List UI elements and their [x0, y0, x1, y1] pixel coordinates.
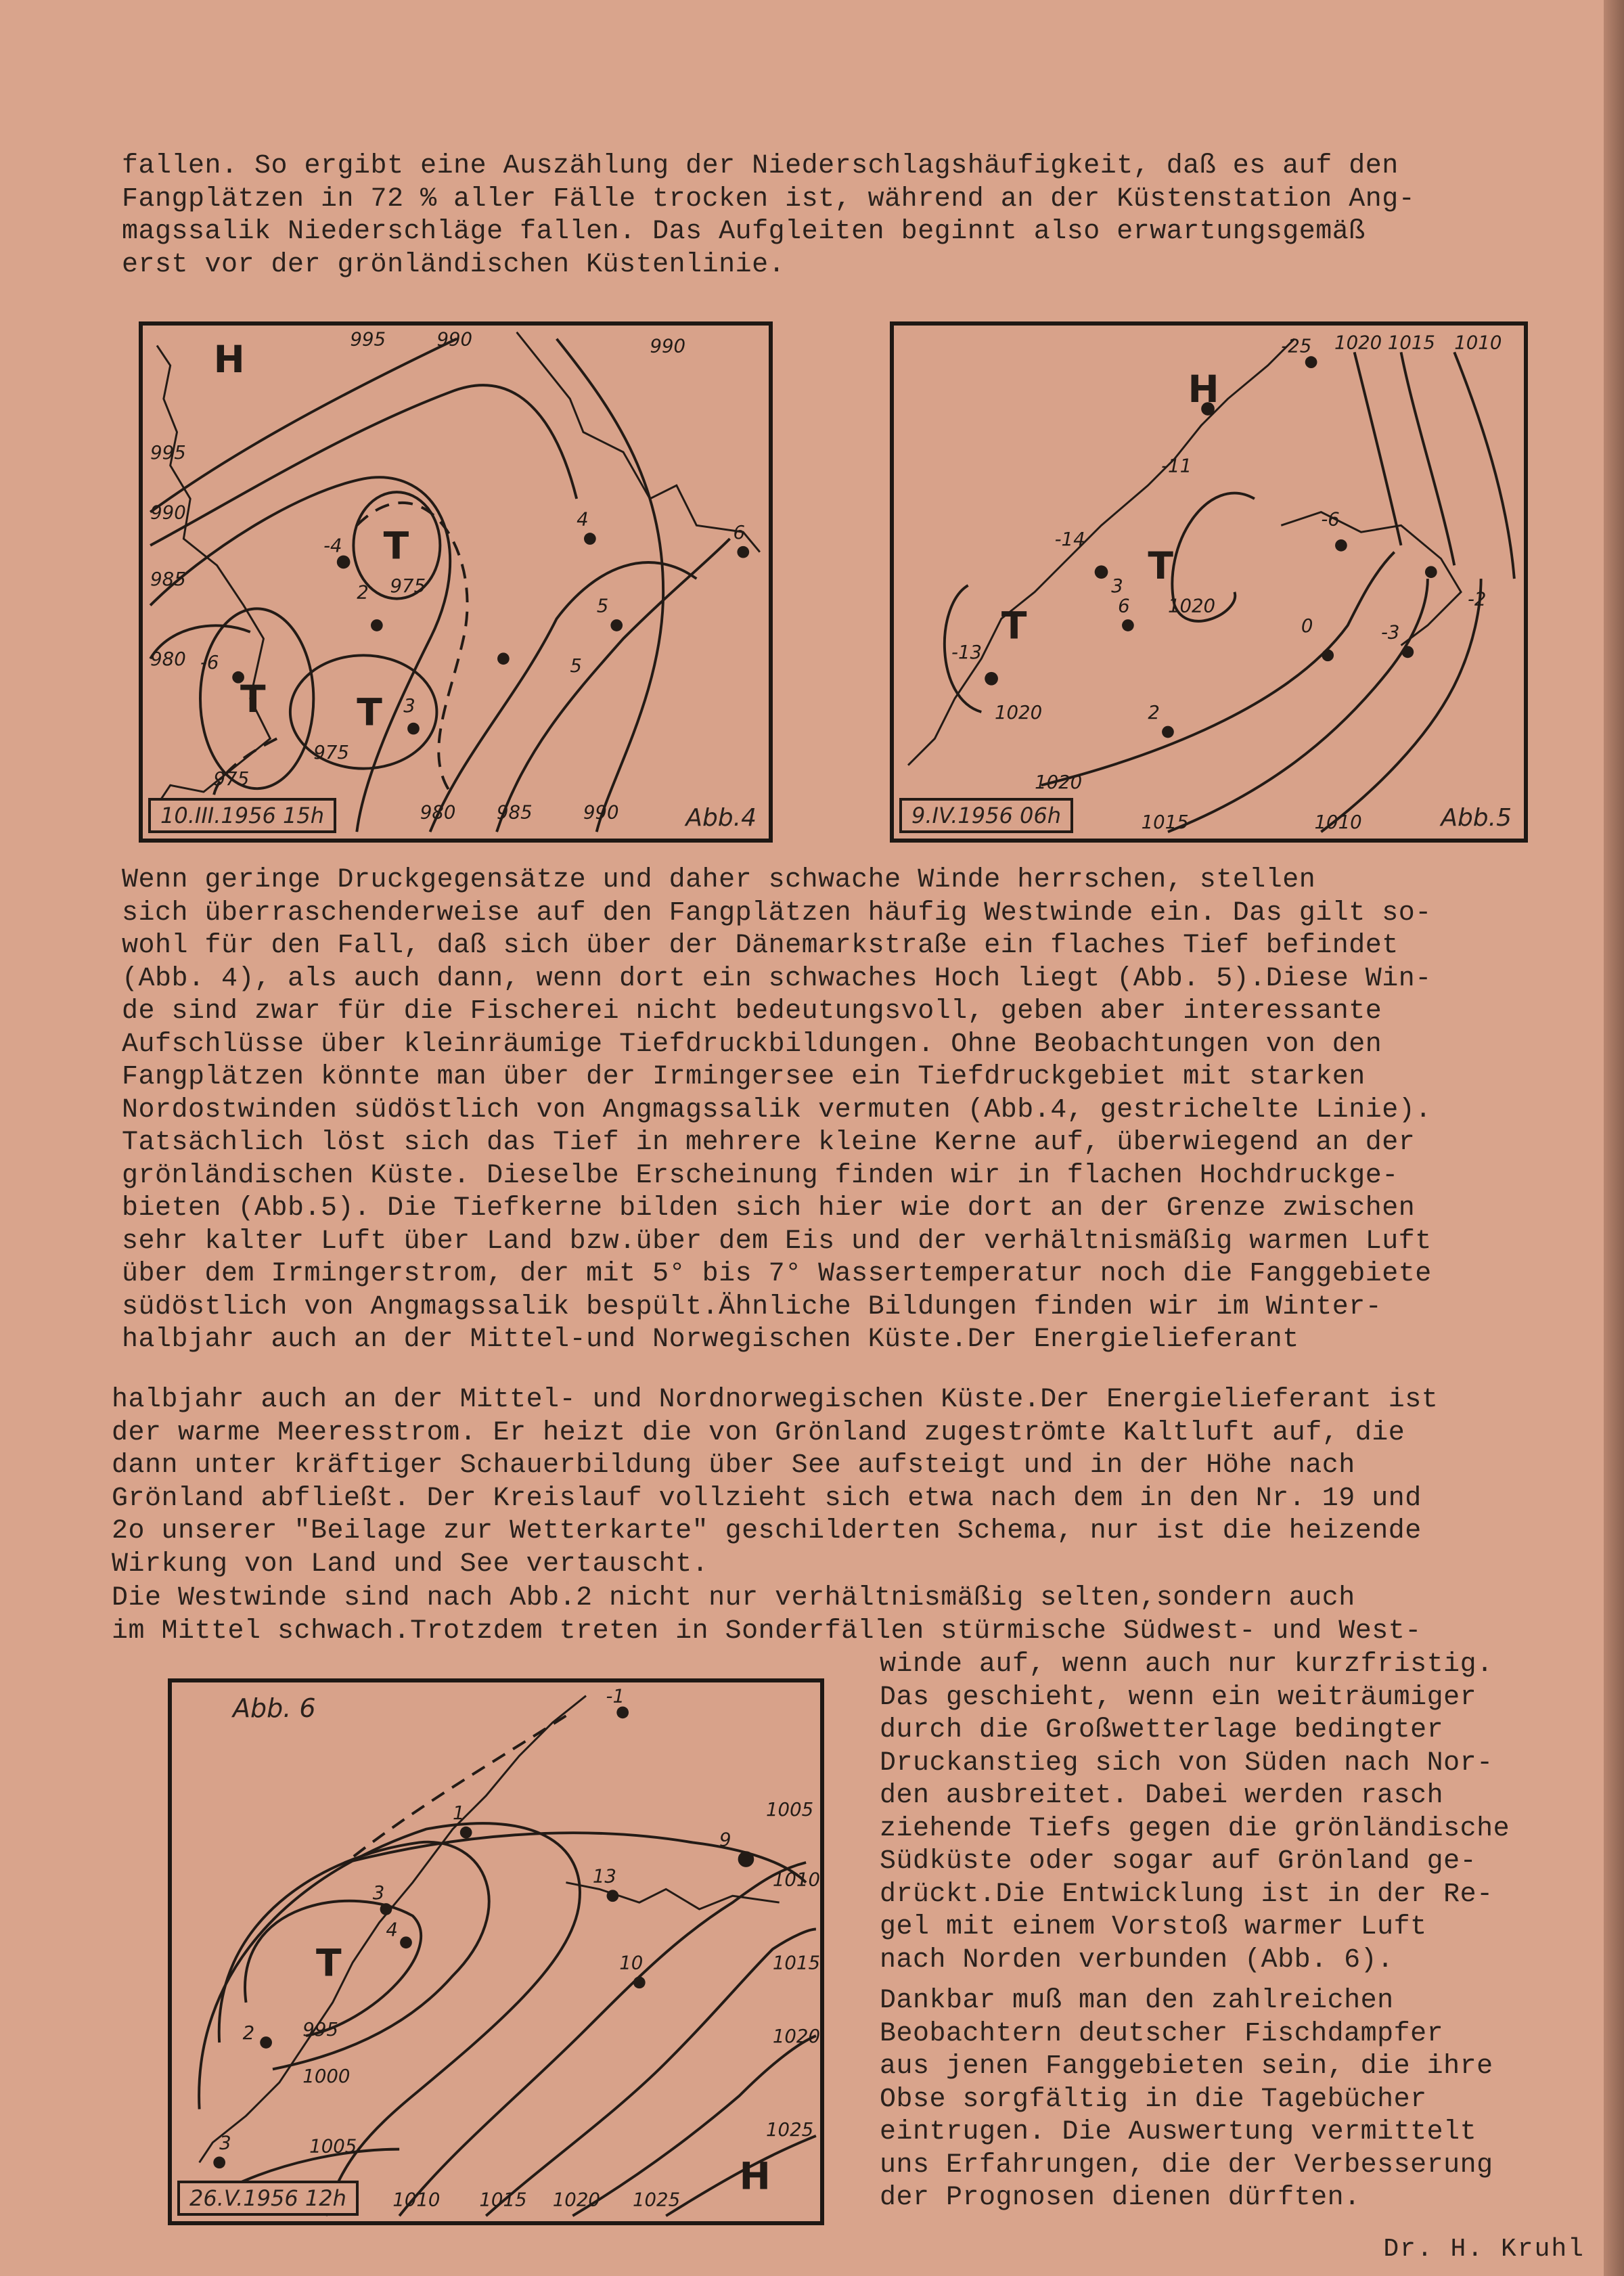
- text-line: 2o unserer "Beilage zur Wetterkarte" geschilderten Schema, nur ist die heizende: [112, 1516, 1422, 1546]
- abb4-station: [584, 533, 596, 545]
- abb6-pressure-center: H: [739, 2155, 771, 2199]
- abb5-station: [1122, 619, 1134, 631]
- abb5-isobar: [1401, 352, 1455, 565]
- abb4-station: [737, 546, 749, 558]
- abb5-station-value: 2: [1148, 701, 1160, 723]
- text-line: drückt.Die Entwicklung ist in der Re-: [880, 1879, 1493, 1910]
- abb5-station: [1401, 646, 1414, 659]
- text-line: über dem Irmingerstrom, der mit 5° bis 7° Wassertemperatur noch die Fanggebiete: [122, 1259, 1432, 1289]
- abb6-station-value: 2: [242, 2022, 255, 2045]
- abb5-station: [1162, 726, 1174, 738]
- abb5-station-value: -14: [1054, 528, 1085, 550]
- abb5-isobar-label: 1015: [1387, 332, 1435, 354]
- text-line: halbjahr auch an der Mittel-und Norwegischen Küste.Der Energielieferant: [122, 1324, 1299, 1355]
- abb5-isobar-label: 1010: [1314, 811, 1362, 834]
- abb6-isobar-label: 1000: [302, 2065, 351, 2088]
- text-line: bieten (Abb.5). Die Tiefkerne bilden sich hier wie dort an der Grenze zwischen: [122, 1193, 1416, 1224]
- text-line: Die Westwinde sind nach Abb.2 nicht nur verhältnismäßig selten,sondern auch: [112, 1583, 1355, 1613]
- abb6-isobar-label: 1025: [632, 2188, 681, 2211]
- abb5-station: [1425, 566, 1437, 578]
- text-line: (Abb. 4), als auch dann, wenn dort ein schwaches Hoch liegt (Abb. 5).Diese Win-: [122, 963, 1432, 994]
- text-line: gel mit einem Vorstoß warmer Luft: [880, 1912, 1427, 1942]
- abb4-isobar-label: 985: [497, 801, 533, 824]
- text-line: sich überraschenderweise auf den Fangplätzen häufig Westwinde ein. Das gilt so-: [122, 897, 1432, 929]
- text-line: uns Erfahrungen, die der Verbesserung: [880, 2149, 1493, 2181]
- abb4-pressure-center: H: [213, 337, 245, 381]
- abb4-pressure-center: T: [240, 677, 266, 721]
- abb4-station: [371, 619, 383, 631]
- text-line: dann unter kräftiger Schauerbildung über See aufsteigt und in der Höhe nach: [112, 1450, 1355, 1481]
- text-line: der warme Meeresstrom. Er heizt die von Grönland zugeströmte Kaltluft auf, die: [112, 1417, 1405, 1448]
- abb5-isobar: [1041, 552, 1395, 786]
- text-line: Aufschlüsse über kleinräumige Tiefdruckbildungen. Ohne Beobachtungen von den: [122, 1029, 1382, 1060]
- abb6-station-value: 9: [719, 1828, 731, 1851]
- abb4-station-value: 2: [357, 581, 369, 604]
- paragraph-4: [112, 1582, 1556, 1648]
- abb6-station: [607, 1890, 619, 1902]
- abb6-station: [400, 1936, 412, 1948]
- abb4-isobar: [150, 385, 577, 545]
- abb4-isobar-label: 975: [313, 741, 349, 763]
- text-line: Dankbar muß man den zahlreichen: [880, 1986, 1394, 2016]
- abb4-isobar-label: 980: [420, 801, 456, 824]
- abb6-map-drawing: [172, 1682, 820, 2221]
- abb5-station-value: -25: [1281, 335, 1312, 357]
- abb5-date-box: 9.IV.1956 06h: [899, 798, 1073, 833]
- abb5-isobar-label: 1020: [995, 701, 1043, 723]
- abb4-isobar-label: 990: [436, 328, 473, 351]
- abb4-map-drawing: [143, 326, 769, 839]
- abb6-station: [260, 2036, 272, 2049]
- text-line: erst vor der grönländischen Küstenlinie.: [122, 249, 786, 280]
- abb6-station: [738, 1851, 754, 1867]
- figure-abb6-weather-map: [168, 1678, 824, 2225]
- text-line: ziehende Tiefs gegen die grönländische: [880, 1813, 1510, 1844]
- figure-abb5-weather-map: [890, 321, 1528, 843]
- text-line: nach Norden verbunden (Abb. 6).: [880, 1944, 1394, 1976]
- text-line: winde auf, wenn auch nur kurzfristig.: [880, 1649, 1493, 1680]
- abb6-front-line: [346, 1833, 806, 1882]
- text-line: Obse sorgfältig in die Tagebücher: [880, 2084, 1427, 2115]
- author-signature: Dr. H. Kruhl: [1383, 2235, 1585, 2264]
- text-line: magssalik Niederschläge fallen. Das Aufgleiten beginnt also erwartungsgemäß: [122, 217, 1366, 247]
- text-line: Nordostwinden südöstlich von Angmagssalik vermuten (Abb.4, gestrichelte Linie).: [122, 1094, 1432, 1125]
- page-binding-edge: [1604, 0, 1624, 2276]
- abb5-station: [985, 672, 998, 686]
- abb5-isobar: [1355, 352, 1401, 545]
- abb5-station: [1095, 565, 1108, 579]
- abb5-station: [1305, 356, 1317, 368]
- abb4-isobar-label: 990: [583, 801, 619, 824]
- abb4-station-value: 4: [577, 508, 589, 531]
- text-line: Südküste oder sogar auf Grönland ge-: [880, 1846, 1477, 1877]
- abb5-map-drawing: [894, 326, 1524, 839]
- abb6-isobar-label: 1005: [309, 2135, 357, 2158]
- abb5-isobar-label: 1020: [1035, 772, 1083, 794]
- abb4-station-value: 5: [596, 595, 609, 617]
- abb5-pressure-center: T: [1148, 544, 1174, 588]
- abb5-isobar-label: 1015: [1141, 811, 1189, 834]
- abb4-label: Abb.4: [685, 804, 757, 832]
- abb5-station: [1322, 649, 1334, 661]
- text-line: Beobachtern deutscher Fischdampfer: [880, 2018, 1444, 2049]
- abb5-isobar-label: 1020: [1167, 595, 1216, 617]
- text-line: Grönland abfließt. Der Kreislauf vollzieht sich etwa nach dem in den Nr. 19 und: [112, 1483, 1422, 1514]
- text-line: Wirkung von Land und See vertauscht.: [112, 1548, 709, 1580]
- abb6-isobar-label: 1015: [772, 1951, 820, 1974]
- abb4-isobar: [430, 562, 697, 832]
- paragraph-5: [880, 1649, 1556, 1977]
- abb4-station-value: 5: [570, 654, 582, 677]
- abb4-station: [610, 619, 623, 631]
- abb6-station-value: 3: [372, 1881, 385, 1904]
- abb4-station: [337, 556, 351, 569]
- abb6-isobar-label: 1020: [552, 2188, 600, 2211]
- abb4-date-box: 10.III.1956 15h: [148, 798, 336, 833]
- abb4-station-value: 6: [733, 522, 746, 544]
- text-line: der Prognosen dienen dürften.: [880, 2183, 1361, 2213]
- abb6-station: [213, 2156, 225, 2168]
- abb4-station-value: -4: [323, 535, 342, 557]
- abb5-isobar-label: 1010: [1454, 332, 1502, 354]
- abb6-isobar-label: 1025: [765, 2118, 814, 2141]
- abb6-isobar-label: 1015: [479, 2188, 527, 2211]
- abb6-station: [616, 1706, 629, 1718]
- abb5-station-value: 3: [1111, 575, 1123, 597]
- abb4-isobar: [557, 339, 664, 832]
- text-line: Druckanstieg sich von Süden nach Nor-: [880, 1747, 1493, 1779]
- paragraph-2: [122, 864, 1562, 1357]
- text-line: Das geschieht, wenn ein weiträumiger: [880, 1682, 1477, 1713]
- text-line: Fangplätzen in 72 % aller Fälle trocken ist, während an der Küstenstation Ang-: [122, 183, 1416, 215]
- abb6-isobar-label: 1020: [772, 2024, 820, 2047]
- abb6-date-box: 26.V.1956 12h: [177, 2181, 359, 2216]
- figure-abb4-weather-map: [139, 321, 773, 843]
- text-line: de sind zwar für die Fischerei nicht bedeutungsvoll, geben aber interessante: [122, 996, 1382, 1027]
- abb4-isobar-label: 975: [213, 768, 250, 790]
- abb4-isobar-label: 980: [150, 648, 186, 671]
- abb6-station-value: 13: [592, 1865, 616, 1888]
- abb5-station-value: 0: [1301, 615, 1313, 637]
- abb4-isobar-label: 990: [650, 335, 686, 357]
- abb6-station-value: 1: [452, 1801, 465, 1824]
- paragraph-3: [112, 1384, 1560, 1581]
- abb5-label: Abb.5: [1441, 804, 1512, 832]
- abb5-station-value: -6: [1321, 508, 1340, 531]
- text-line: Fangplätzen könnte man über der Irmingersee ein Tiefdruckgebiet mit starken: [122, 1062, 1366, 1092]
- abb6-station-value: 10: [619, 1951, 644, 1974]
- text-line: eintrugen. Die Auswertung vermittelt: [880, 2117, 1477, 2147]
- abb5-station-value: -3: [1380, 621, 1400, 644]
- text-line: sehr kalter Luft über Land bzw.über dem Eis und der verhältnismäßig warmen Luft: [122, 1226, 1432, 1257]
- text-line: durch die Großwetterlage bedingter: [880, 1715, 1444, 1745]
- text-line: grönländischen Küste. Dieselbe Erscheinung finden wir in flachen Hochdruckge-: [122, 1160, 1399, 1191]
- abb5-station-value: 6: [1118, 595, 1130, 617]
- abb4-station: [407, 723, 420, 735]
- abb4-coastline-north: [517, 332, 760, 552]
- text-line: südöstlich von Angmagssalik bespült.Ähnliche Bildungen finden wir im Winter-: [122, 1291, 1382, 1322]
- abb5-pressure-center: H: [1188, 367, 1219, 411]
- abb6-station-value: -1: [606, 1684, 625, 1708]
- text-line: aus jenen Fanggebieten sein, die ihre: [880, 2051, 1493, 2082]
- abb5-pressure-center: T: [1001, 604, 1027, 648]
- abb4-pressure-center: T: [383, 524, 409, 568]
- abb5-station-value: -11: [1161, 455, 1192, 477]
- abb4-isobar-label: 985: [150, 568, 186, 590]
- text-line: Wenn geringe Druckgegensätze und daher schwache Winde herrschen, stellen: [122, 865, 1316, 895]
- text-line: halbjahr auch an der Mittel- und Nordnorwegischen Küste.Der Energielieferant ist: [112, 1385, 1439, 1415]
- abb6-isobar-label: 995: [302, 2018, 338, 2041]
- abb6-station: [460, 1827, 472, 1839]
- abb4-pressure-center: T: [357, 690, 382, 734]
- abb6-station-value: 3: [219, 2131, 231, 2154]
- abb5-station: [1335, 539, 1347, 552]
- abb4-isobar-label: 990: [150, 501, 186, 524]
- text-line: im Mittel schwach.Trotzdem treten in Sonderfällen stürmische Südwest- und West-: [112, 1615, 1422, 1647]
- text-line: den ausbreitet. Dabei werden rasch: [880, 1781, 1444, 1811]
- abb6-station: [633, 1976, 646, 1988]
- abb6-station: [380, 1903, 392, 1915]
- abb4-isobar-label: 975: [390, 575, 426, 597]
- abb6-isobar-label: 1010: [772, 1868, 820, 1891]
- abb5-isobar: [1454, 352, 1514, 579]
- paragraph-6: [880, 1985, 1553, 2215]
- abb6-isobar-label: 1010: [392, 2188, 441, 2211]
- text-line: fallen. So ergibt eine Auszählung der Niederschlagshäufigkeit, daß es auf den: [122, 151, 1399, 181]
- abb5-isobar-label: 1020: [1334, 332, 1382, 354]
- abb6-isobar: [219, 1842, 489, 2070]
- abb4-station-value: 3: [403, 694, 415, 717]
- abb5-station-value: -13: [951, 642, 983, 664]
- abb5-isobar: [1321, 579, 1481, 832]
- abb6-pressure-center: T: [316, 1942, 342, 1986]
- paragraph-1: [122, 150, 1566, 282]
- abb4-station-value: -6: [200, 651, 219, 673]
- abb4-isobar-label: 995: [350, 328, 386, 351]
- text-line: Tatsächlich löst sich das Tief in mehrere kleine Kerne auf, überwiegend an der: [122, 1128, 1416, 1158]
- abb6-isobar-label: 1005: [765, 1798, 814, 1821]
- abb6-label: Abb. 6: [233, 1693, 316, 1723]
- text-line: wohl für den Fall, daß sich über der Dänemarkstraße ein flaches Tief befindet: [122, 931, 1399, 961]
- abb5-station-value: -2: [1467, 588, 1487, 610]
- abb6-station-value: 4: [386, 1918, 398, 1941]
- abb4-station: [497, 652, 510, 665]
- abb4-isobar-label: 995: [150, 441, 186, 464]
- abb4-dashed-isobar: [357, 503, 467, 792]
- abb5-coastline: [908, 339, 1294, 765]
- abb6-isobar: [199, 1823, 580, 2216]
